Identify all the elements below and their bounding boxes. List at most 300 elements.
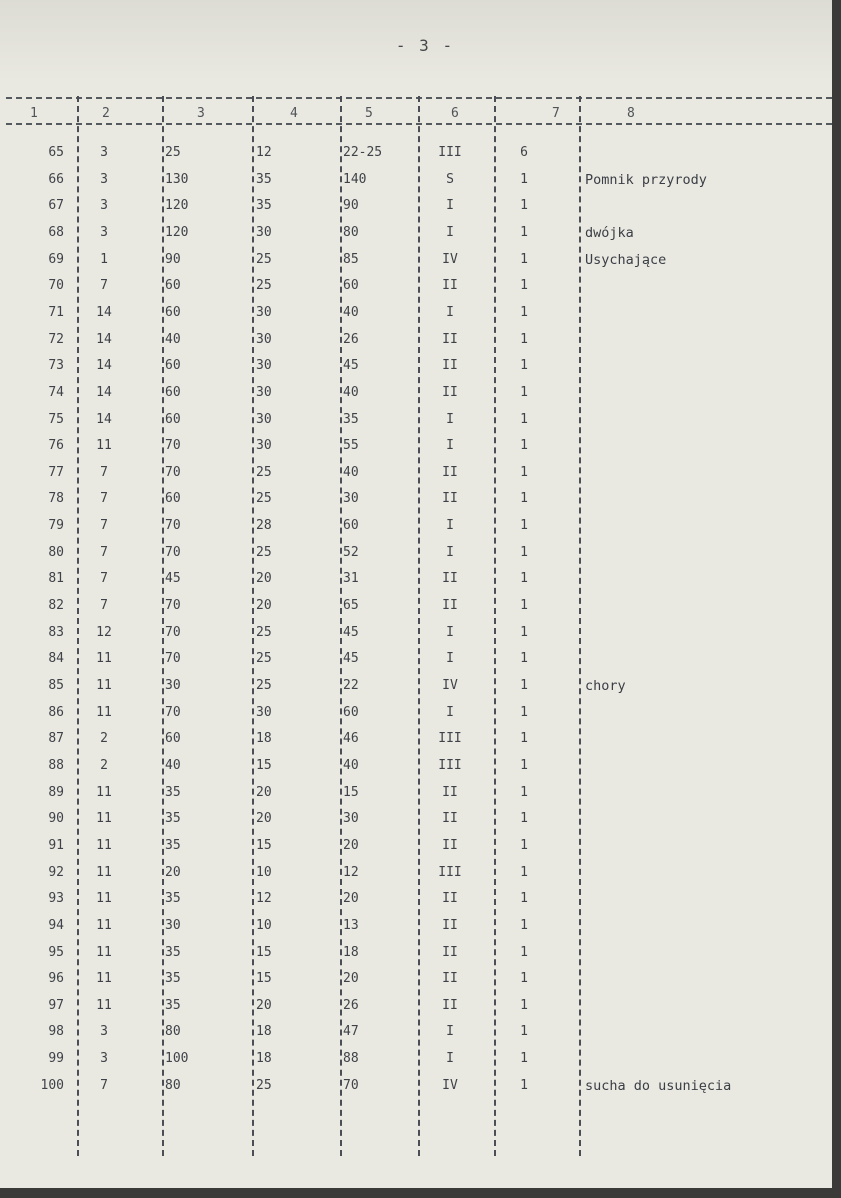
cell-col3: 60 — [165, 278, 181, 294]
cell-class: II — [442, 784, 458, 800]
cell-col2: 3 — [100, 145, 108, 160]
cell-note — [585, 356, 825, 376]
cell-col3: 70 — [165, 624, 181, 640]
cell-col7: 1 — [520, 358, 528, 374]
cell-col4: 25 — [256, 1077, 272, 1093]
cell-col5: 46 — [343, 731, 359, 747]
cell-col5: 31 — [343, 571, 359, 587]
cell-number: 84 — [48, 651, 64, 667]
cell-number: 76 — [48, 438, 64, 454]
cell-class: II — [442, 384, 458, 400]
cell-col7: 1 — [520, 704, 528, 720]
cell-col5: 30 — [343, 491, 359, 507]
cell-col3: 35 — [165, 971, 181, 987]
cell-class: II — [442, 331, 458, 347]
cell-col5: 18 — [343, 944, 359, 960]
cell-col7: 1 — [520, 171, 528, 187]
column-divider — [77, 96, 79, 1156]
cell-class: I — [446, 1024, 454, 1040]
cell-note — [585, 143, 825, 163]
column-header: 8 — [627, 106, 635, 121]
cell-col4: 15 — [256, 837, 272, 853]
cell-col7: 1 — [520, 624, 528, 640]
cell-col5: 65 — [343, 598, 359, 614]
cell-col2: 11 — [96, 837, 112, 853]
cell-note — [585, 1022, 825, 1042]
cell-col5: 47 — [343, 1024, 359, 1040]
cell-number: 79 — [48, 518, 64, 534]
cell-number: 92 — [48, 864, 64, 880]
cell-class: I — [446, 704, 454, 720]
column-header: 7 — [552, 106, 560, 121]
cell-col2: 7 — [100, 544, 108, 560]
cell-col7: 1 — [520, 1077, 528, 1093]
cell-note: chory — [585, 678, 626, 694]
column-divider — [252, 96, 254, 1156]
cell-col4: 25 — [256, 278, 272, 294]
cell-class: II — [442, 278, 458, 294]
cell-col5: 45 — [343, 651, 359, 667]
cell-number: 69 — [48, 251, 64, 267]
cell-col4: 30 — [256, 438, 272, 454]
cell-number: 70 — [48, 278, 64, 294]
cell-col3: 60 — [165, 358, 181, 374]
cell-col2: 14 — [96, 384, 112, 400]
cell-col7: 1 — [520, 1024, 528, 1040]
cell-note — [585, 516, 825, 536]
cell-col3: 35 — [165, 891, 181, 907]
cell-number: 95 — [48, 944, 64, 960]
cell-col3: 35 — [165, 811, 181, 827]
column-header: 6 — [451, 106, 459, 121]
cell-number: 72 — [48, 331, 64, 347]
cell-number: 78 — [48, 491, 64, 507]
cell-class: II — [442, 571, 458, 587]
cell-note — [585, 969, 825, 989]
cell-number: 99 — [48, 1051, 64, 1067]
cell-col5: 40 — [343, 757, 359, 773]
cell-col7: 1 — [520, 518, 528, 534]
cell-col3: 35 — [165, 997, 181, 1013]
cell-number: 77 — [48, 464, 64, 480]
cell-number: 83 — [48, 624, 64, 640]
cell-col2: 1 — [100, 251, 108, 267]
cell-class: I — [446, 304, 454, 320]
cell-col3: 60 — [165, 384, 181, 400]
cell-col3: 30 — [165, 917, 181, 933]
column-divider — [418, 96, 420, 1156]
cell-class: II — [442, 358, 458, 374]
cell-col4: 20 — [256, 598, 272, 614]
cell-col7: 1 — [520, 278, 528, 294]
cell-col2: 11 — [96, 864, 112, 880]
cell-col4: 30 — [256, 304, 272, 320]
cell-col3: 30 — [165, 678, 181, 693]
cell-col4: 25 — [256, 624, 272, 640]
cell-col2: 7 — [100, 278, 108, 294]
cell-note — [585, 1049, 825, 1069]
cell-note — [585, 596, 825, 616]
cell-class: II — [442, 891, 458, 907]
cell-col4: 15 — [256, 757, 272, 773]
cell-col5: 40 — [343, 304, 359, 320]
cell-note — [585, 649, 825, 669]
cell-note — [585, 756, 825, 776]
cell-col5: 20 — [343, 837, 359, 853]
cell-col7: 1 — [520, 837, 528, 853]
cell-col5: 35 — [343, 411, 359, 427]
cell-col2: 7 — [100, 598, 108, 614]
cell-note — [585, 836, 825, 856]
cell-col3: 60 — [165, 491, 181, 507]
cell-number: 85 — [48, 678, 64, 693]
cell-col4: 20 — [256, 997, 272, 1013]
cell-col2: 3 — [100, 1024, 108, 1040]
cell-col7: 1 — [520, 384, 528, 400]
cell-col3: 60 — [165, 304, 181, 320]
cell-number: 68 — [48, 224, 64, 240]
cell-col4: 30 — [256, 384, 272, 400]
cell-class: I — [446, 224, 454, 240]
column-header: 4 — [290, 106, 298, 121]
cell-note — [585, 436, 825, 456]
cell-class: II — [442, 997, 458, 1013]
cell-col3: 130 — [165, 171, 189, 187]
cell-col3: 100 — [165, 1051, 189, 1067]
cell-col2: 14 — [96, 358, 112, 374]
cell-col5: 60 — [343, 704, 359, 720]
cell-col4: 25 — [256, 651, 272, 667]
cell-class: I — [446, 544, 454, 560]
cell-col2: 7 — [100, 1077, 108, 1093]
cell-class: III — [438, 864, 462, 880]
cell-col2: 3 — [100, 224, 108, 240]
cell-col5: 40 — [343, 464, 359, 480]
cell-number: 65 — [48, 145, 64, 160]
cell-col5: 45 — [343, 624, 359, 640]
cell-number: 66 — [48, 171, 64, 187]
cell-col2: 14 — [96, 304, 112, 320]
cell-col3: 70 — [165, 518, 181, 534]
cell-col5: 90 — [343, 198, 359, 214]
cell-col3: 70 — [165, 544, 181, 560]
cell-note: Pomnik przyrody — [585, 171, 707, 188]
cell-col3: 70 — [165, 651, 181, 667]
cell-col3: 40 — [165, 331, 181, 347]
cell-col5: 55 — [343, 438, 359, 454]
cell-class: II — [442, 464, 458, 480]
cell-number: 74 — [48, 384, 64, 400]
cell-class: I — [446, 1051, 454, 1067]
cell-col3: 20 — [165, 864, 181, 880]
cell-class: II — [442, 971, 458, 987]
cell-number: 88 — [48, 757, 64, 773]
cell-col2: 11 — [96, 811, 112, 827]
cell-col5: 45 — [343, 358, 359, 374]
column-header: 2 — [102, 106, 110, 121]
cell-note — [585, 276, 825, 296]
cell-col3: 40 — [165, 757, 181, 773]
cell-col4: 18 — [256, 731, 272, 747]
cell-col3: 70 — [165, 598, 181, 614]
cell-col7: 1 — [520, 757, 528, 773]
cell-col3: 60 — [165, 411, 181, 427]
cell-col7: 1 — [520, 304, 528, 320]
cell-col7: 1 — [520, 491, 528, 507]
cell-note — [585, 996, 825, 1016]
cell-col5: 70 — [343, 1077, 359, 1093]
cell-col5: 60 — [343, 518, 359, 534]
cell-col4: 30 — [256, 411, 272, 427]
cell-number: 91 — [48, 837, 64, 853]
cell-note — [585, 569, 825, 589]
cell-note — [585, 809, 825, 829]
cell-col4: 30 — [256, 358, 272, 374]
column-divider — [494, 96, 496, 1156]
cell-col3: 70 — [165, 464, 181, 480]
cell-col5: 80 — [343, 224, 359, 240]
cell-col2: 3 — [100, 171, 108, 187]
cell-col7: 1 — [520, 678, 528, 693]
cell-col4: 25 — [256, 491, 272, 507]
cell-class: II — [442, 491, 458, 507]
cell-col7: 1 — [520, 651, 528, 667]
cell-note: sucha do usunięcia — [585, 1077, 732, 1094]
cell-col4: 18 — [256, 1024, 272, 1040]
cell-number: 93 — [48, 891, 64, 907]
cell-col4: 25 — [256, 251, 272, 267]
cell-note — [585, 543, 825, 563]
cell-col2: 7 — [100, 464, 108, 480]
cell-col4: 30 — [256, 331, 272, 347]
cell-class: III — [438, 731, 462, 747]
cell-number: 89 — [48, 784, 64, 800]
cell-col4: 20 — [256, 811, 272, 827]
cell-note — [585, 729, 825, 749]
cell-class: II — [442, 811, 458, 827]
cell-number: 94 — [48, 917, 64, 933]
cell-class: I — [446, 411, 454, 427]
cell-col7: 1 — [520, 224, 528, 240]
cell-col5: 12 — [343, 864, 359, 880]
cell-col5: 20 — [343, 891, 359, 907]
cell-col5: 85 — [343, 251, 359, 267]
cell-number: 80 — [48, 544, 64, 560]
cell-col2: 14 — [96, 331, 112, 347]
cell-col4: 10 — [256, 864, 272, 880]
cell-class: I — [446, 438, 454, 454]
cell-col2: 11 — [96, 678, 112, 693]
cell-col7: 1 — [520, 1051, 528, 1067]
cell-class: I — [446, 518, 454, 534]
cell-col7: 1 — [520, 811, 528, 827]
cell-col7: 1 — [520, 331, 528, 347]
cell-col7: 1 — [520, 464, 528, 480]
cell-note: dwójka — [585, 224, 634, 241]
page-number: - 3 - — [395, 36, 455, 55]
cell-col2: 7 — [100, 491, 108, 507]
cell-col7: 1 — [520, 544, 528, 560]
cell-col2: 12 — [96, 624, 112, 640]
cell-col2: 3 — [100, 1051, 108, 1067]
cell-col2: 11 — [96, 997, 112, 1013]
cell-note — [585, 889, 825, 909]
cell-number: 71 — [48, 304, 64, 320]
cell-col7: 1 — [520, 971, 528, 987]
cell-col4: 12 — [256, 145, 272, 160]
cell-col5: 60 — [343, 278, 359, 294]
cell-col3: 35 — [165, 784, 181, 800]
cell-col5: 40 — [343, 384, 359, 400]
cell-col2: 7 — [100, 571, 108, 587]
cell-col3: 35 — [165, 944, 181, 960]
cell-col4: 35 — [256, 171, 272, 187]
cell-number: 67 — [48, 198, 64, 214]
cell-col2: 11 — [96, 651, 112, 667]
cell-number: 97 — [48, 997, 64, 1013]
cell-note — [585, 943, 825, 963]
cell-col4: 20 — [256, 571, 272, 587]
cell-col7: 1 — [520, 944, 528, 960]
cell-col5: 15 — [343, 784, 359, 800]
cell-note: Usychające — [585, 251, 667, 268]
cell-col7: 1 — [520, 891, 528, 907]
cell-class: S — [446, 171, 454, 187]
cell-col4: 15 — [256, 971, 272, 987]
cell-col2: 7 — [100, 518, 108, 534]
cell-col2: 11 — [96, 917, 112, 933]
cell-col3: 80 — [165, 1024, 181, 1040]
cell-col3: 60 — [165, 731, 181, 747]
cell-col5: 13 — [343, 917, 359, 933]
cell-col4: 30 — [256, 224, 272, 240]
cell-col2: 14 — [96, 411, 112, 427]
cell-note — [585, 463, 825, 483]
cell-class: II — [442, 598, 458, 614]
cell-col2: 11 — [96, 891, 112, 907]
cell-col3: 90 — [165, 251, 181, 267]
cell-col4: 25 — [256, 544, 272, 560]
cell-class: III — [438, 757, 462, 773]
cell-col4: 28 — [256, 518, 272, 534]
cell-col4: 25 — [256, 678, 272, 693]
cell-col3: 70 — [165, 704, 181, 720]
cell-class: I — [446, 651, 454, 667]
cell-class: II — [442, 837, 458, 853]
cell-note — [585, 863, 825, 883]
cell-class: IV — [442, 1077, 458, 1093]
cell-note — [585, 703, 825, 723]
cell-col2: 3 — [100, 198, 108, 214]
cell-class: I — [446, 198, 454, 214]
cell-note — [585, 303, 825, 323]
cell-class: II — [442, 917, 458, 933]
cell-col4: 35 — [256, 198, 272, 214]
cell-number: 90 — [48, 811, 64, 827]
cell-col7: 1 — [520, 411, 528, 427]
column-divider — [162, 96, 164, 1156]
cell-note — [585, 410, 825, 430]
cell-note — [585, 783, 825, 803]
cell-note — [585, 623, 825, 643]
cell-col3: 120 — [165, 224, 189, 240]
column-divider — [340, 96, 342, 1156]
cell-col7: 1 — [520, 731, 528, 747]
cell-col2: 11 — [96, 944, 112, 960]
cell-col4: 12 — [256, 891, 272, 907]
cell-col2: 11 — [96, 971, 112, 987]
cell-col7: 1 — [520, 784, 528, 800]
cell-note — [585, 196, 825, 216]
cell-col7: 1 — [520, 571, 528, 587]
cell-col4: 30 — [256, 704, 272, 720]
cell-class: IV — [442, 251, 458, 267]
cell-col5: 52 — [343, 544, 359, 560]
cell-col5: 140 — [343, 171, 367, 187]
column-header: 5 — [365, 106, 373, 121]
cell-col4: 25 — [256, 464, 272, 480]
cell-number: 100 — [40, 1077, 64, 1093]
cell-col2: 2 — [100, 731, 108, 747]
column-header: 1 — [30, 106, 38, 121]
cell-number: 98 — [48, 1024, 64, 1040]
cell-col5: 22 — [343, 678, 359, 693]
cell-col5: 26 — [343, 997, 359, 1013]
cell-col7: 1 — [520, 251, 528, 267]
cell-col4: 10 — [256, 917, 272, 933]
cell-col5: 26 — [343, 331, 359, 347]
cell-col7: 1 — [520, 864, 528, 880]
cell-col5: 30 — [343, 811, 359, 827]
cell-col2: 11 — [96, 784, 112, 800]
cell-col5: 88 — [343, 1051, 359, 1067]
cell-col5: 22-25 — [343, 145, 383, 160]
cell-number: 96 — [48, 971, 64, 987]
cell-col7: 6 — [520, 145, 528, 160]
cell-col2: 2 — [100, 757, 108, 773]
cell-col7: 1 — [520, 198, 528, 214]
cell-number: 81 — [48, 571, 64, 587]
cell-col7: 1 — [520, 438, 528, 454]
cell-class: II — [442, 944, 458, 960]
cell-col4: 15 — [256, 944, 272, 960]
cell-col3: 120 — [165, 198, 189, 214]
cell-col7: 1 — [520, 997, 528, 1013]
cell-number: 87 — [48, 731, 64, 747]
cell-col3: 45 — [165, 571, 181, 587]
cell-number: 75 — [48, 411, 64, 427]
cell-col4: 18 — [256, 1051, 272, 1067]
cell-col7: 1 — [520, 917, 528, 933]
cell-col2: 11 — [96, 438, 112, 454]
cell-col3: 35 — [165, 837, 181, 853]
cell-class: IV — [442, 678, 458, 693]
cell-number: 82 — [48, 598, 64, 614]
cell-class: III — [438, 145, 462, 160]
cell-col5: 20 — [343, 971, 359, 987]
cell-note — [585, 916, 825, 936]
cell-number: 73 — [48, 358, 64, 374]
cell-col7: 1 — [520, 598, 528, 614]
cell-class: I — [446, 624, 454, 640]
cell-number: 86 — [48, 704, 64, 720]
cell-col3: 25 — [165, 145, 181, 160]
cell-note — [585, 489, 825, 509]
cell-col4: 20 — [256, 784, 272, 800]
column-header: 3 — [197, 106, 205, 121]
cell-col3: 80 — [165, 1077, 181, 1093]
cell-col2: 11 — [96, 704, 112, 720]
